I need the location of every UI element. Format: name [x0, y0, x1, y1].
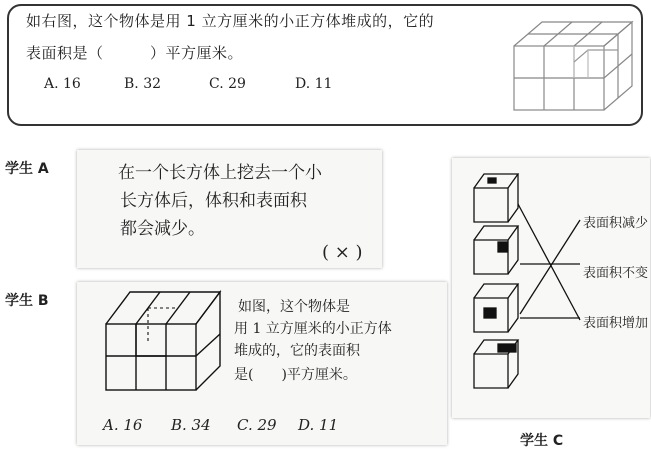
student-a-line-2: 长方体后，体积和表面积 [120, 191, 307, 211]
student-c-choice-1: 表面积减少 [583, 216, 649, 231]
student-b-label: 学生 B [5, 293, 49, 309]
cube-hole-top-sketch [474, 174, 518, 222]
student-b-option-d: D. 11 [298, 416, 339, 434]
question-option-c: C. 29 [209, 76, 246, 92]
student-a-label: 学生 A [5, 161, 49, 177]
student-b-option-a: A. 16 [103, 416, 143, 434]
question-option-b: B. 32 [124, 76, 162, 92]
cube-middle-notch-sketch [474, 284, 518, 332]
student-a-line-3: 都会减少。 [120, 219, 205, 239]
student-b-line-1: 如图，这个物体是 [238, 299, 350, 315]
student-b-line-2: 用 1 立方厘米的小正方体 [234, 321, 392, 337]
student-a-line-1: 在一个长方体上挖去一个小 [118, 163, 322, 183]
student-b-line-3: 堆成的，它的表面积 [234, 343, 360, 359]
student-c-matching-sketch [452, 158, 650, 418]
student-b-line-4: 是( )平方厘米。 [234, 367, 357, 383]
student-a-answer-mark: ( × ) [322, 242, 363, 263]
student-b-option-b: B. 34 [171, 416, 211, 434]
question-text-line-1: 如右图，这个物体是用 1 立方厘米的小正方体堆成的，它的 [26, 12, 435, 30]
student-b-option-c: C. 29 [237, 416, 277, 434]
student-b-cube-sketch [102, 286, 224, 396]
question-option-d: D. 11 [295, 76, 333, 92]
student-c-choice-3: 表面积增加 [583, 316, 649, 331]
question-option-a: A. 16 [44, 76, 81, 92]
cube-edge-cut-sketch [474, 340, 518, 388]
student-c-choice-2: 表面积不变 [583, 266, 649, 281]
question-cube-figure [512, 12, 634, 114]
student-c-label: 学生 C [520, 433, 564, 449]
cube-corner-notch-sketch [474, 226, 518, 274]
question-text-line-2: 表面积是（ ）平方厘米。 [26, 44, 244, 62]
